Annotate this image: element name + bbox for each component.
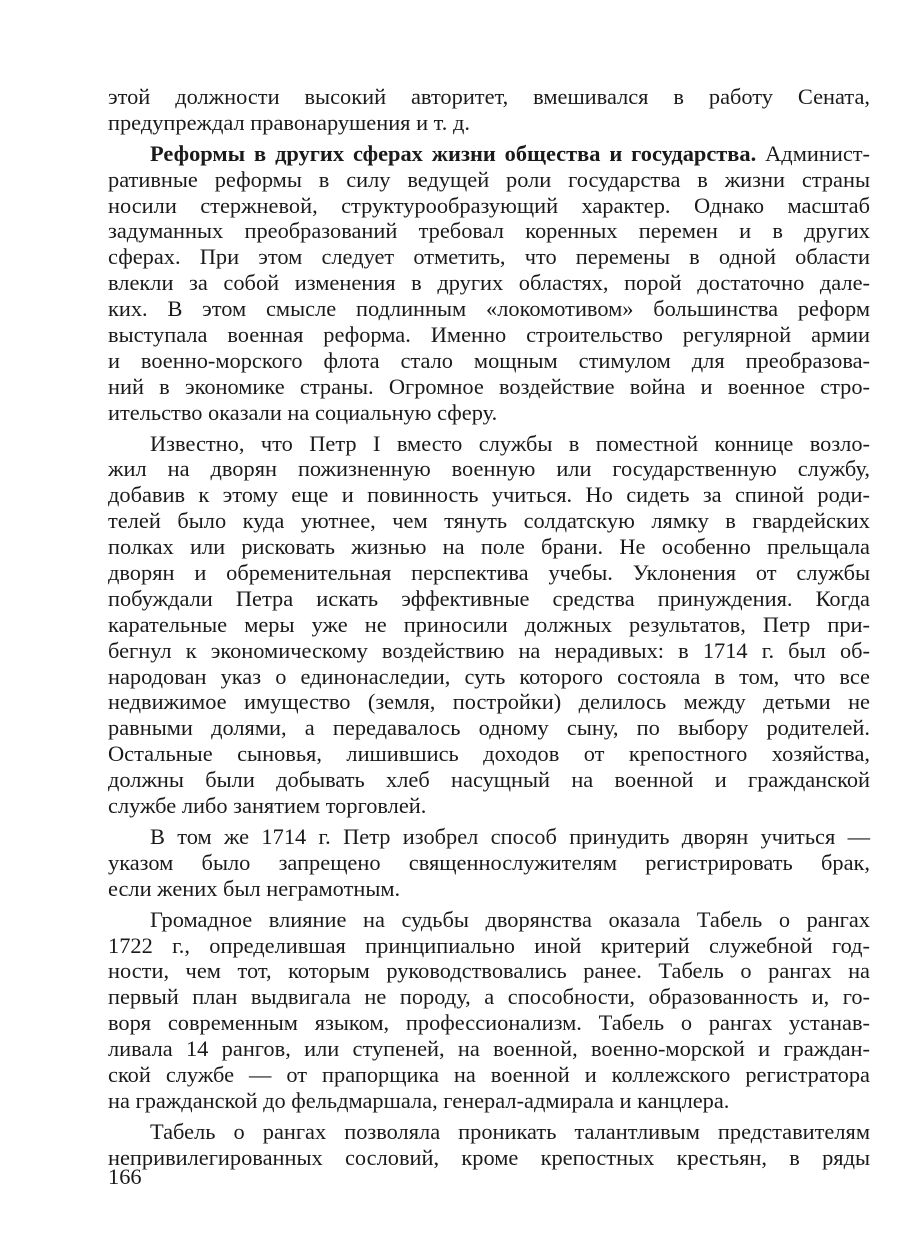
text-line: предупреждал правонарушения и т. д. <box>108 109 470 135</box>
text-line: носили стержневой, структурообразующий характер. Однако масштаб <box>108 192 870 218</box>
text-line: Табель о рангах позволяла проникать талантливым представителям <box>150 1118 870 1144</box>
paragraph <box>108 84 870 136</box>
text-line: 1722 г., определившая принципиально иной критерий служебной год- <box>108 932 870 958</box>
paragraph <box>108 907 870 1114</box>
text-line: задуманных преобразований требовал коренных перемен и в других <box>108 218 870 244</box>
page-body <box>108 84 870 1171</box>
text-line: ких. В этом смысле подлинным «локомотивом» большинства реформ <box>108 296 870 322</box>
paragraph <box>108 431 870 819</box>
text-line: и военно-морского флота стало мощным стимулом для преобразова- <box>108 347 870 373</box>
text-line: первый план выдвигала не породу, а способности, образованность и, го- <box>108 984 870 1010</box>
text-line: телей было куда уютнее, чем тянуть солдатскую лямку в гвардейских <box>108 508 870 534</box>
text-line: ливала 14 рангов, или ступеней, на военной, военно-морской и граждан- <box>108 1036 870 1062</box>
text-line: службе либо занятием торговлей. <box>108 793 427 819</box>
text-line: побуждали Петра искать эффективные средства принуждения. Когда <box>108 585 870 611</box>
text-line: Остальные сыновья, лишившись доходов от крепостного хозяйства, <box>108 741 870 767</box>
text-line: бегнул к экономическому воздействию на нерадивых: в 1714 г. был об- <box>108 637 870 663</box>
text-line: воря современным языком, профессионализм. Табель о рангах устанав- <box>108 1010 870 1036</box>
text-line: если жених был неграмотным. <box>108 875 401 901</box>
text-line: сферах. При этом следует отметить, что перемены в одной области <box>108 244 870 270</box>
text-line: выступала военная реформа. Именно строительство регулярной армии <box>108 322 870 348</box>
text-line: Громадное влияние на судьбы дворянства оказала Табель о рангах <box>150 906 870 932</box>
paragraph <box>108 141 870 426</box>
text-line: должны были добывать хлеб насущный на военной и гражданской <box>108 767 870 793</box>
text-line: ской службе — от прапорщика на военной и коллежского регистратора <box>108 1061 870 1087</box>
text-line: указом было запрещено священнослужителям регистрировать брак, <box>108 849 870 875</box>
text-line: ний в экономике страны. Огромное воздействие война и военное стро- <box>108 373 870 399</box>
text-line: этой должности высокий авторитет, вмешивался в работу Сената, <box>108 84 870 109</box>
text-line: народован указ о единонаследии, суть которого состояла в том, что все <box>108 663 870 689</box>
text-line: Известно, что Петр I вместо службы в поместной коннице возло- <box>150 430 870 456</box>
section-heading: Реформы в других сферах жизни общества и государства. <box>150 140 757 166</box>
text-line: карательные меры уже не приносили должных результатов, Петр при- <box>108 611 870 637</box>
text-line: на гражданской до фельдмаршала, генерал-адмирала и канцлера. <box>108 1087 730 1113</box>
text-line: добавив к этому еще и повинность учиться. Но сидеть за спиной роди- <box>108 482 870 508</box>
text-line: ративные реформы в силу ведущей роли государства в жизни страны <box>108 166 870 192</box>
text-line: жил на дворян пожизненную военную или государственную службу, <box>108 456 870 482</box>
text-line: равными долями, а передавалось одному сыну, по выбору родителей. <box>108 715 870 741</box>
text-line: ительство оказали на социальную сферу. <box>108 399 498 425</box>
text-line <box>108 141 870 167</box>
text-fragment: Админист- <box>756 140 870 166</box>
text-line: В том же 1714 г. Петр изобрел способ принудить дворян учиться — <box>150 823 870 849</box>
text-line: влекли за собой изменения в других областях, порой достаточно дале- <box>108 270 870 296</box>
text-line: непривилегированных сословий, кроме крепостных крестьян, в ряды <box>108 1144 870 1170</box>
text-line: полках или рисковать жизнью на поле брани. Не особенно прельщала <box>108 534 870 560</box>
paragraph <box>108 824 870 902</box>
text-line: дворян и обременительная перспектива учебы. Уклонения от службы <box>108 560 870 586</box>
paragraph <box>108 1119 870 1171</box>
text-line: недвижимое имущество (земля, постройки) делилось между детьми не <box>108 689 870 715</box>
page-number: 166 <box>108 1164 142 1189</box>
text-line: ности, чем тот, которым руководствовались ранее. Табель о рангах на <box>108 958 870 984</box>
